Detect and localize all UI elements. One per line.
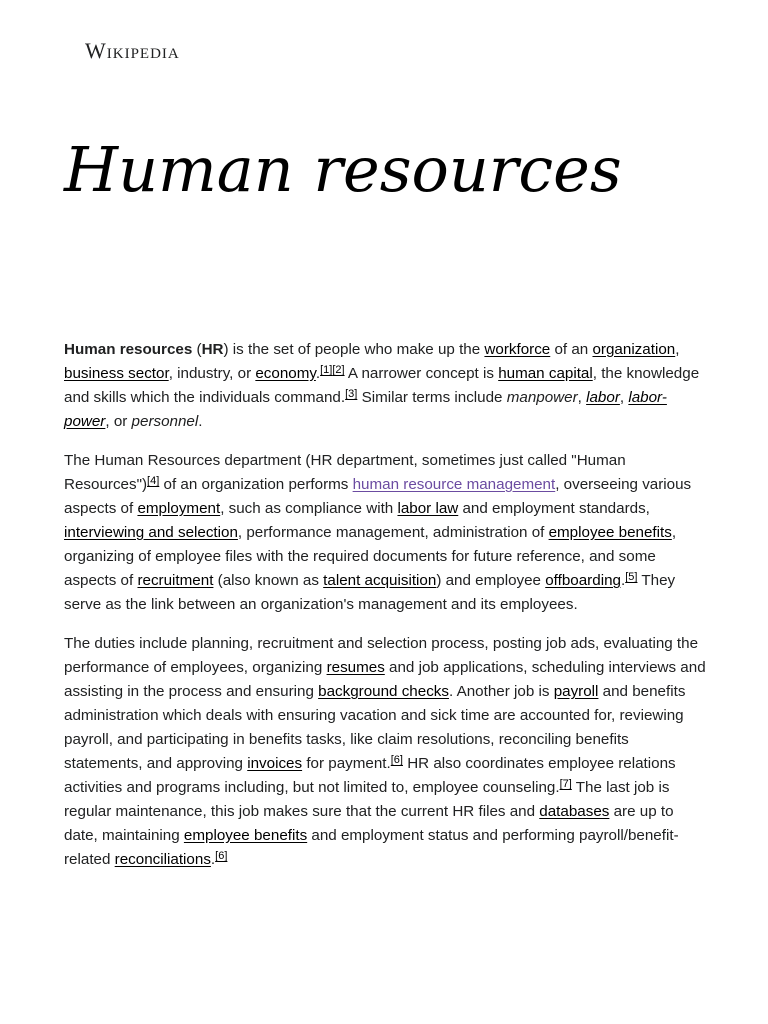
link-offboarding[interactable]: offboarding [545,572,621,589]
text: and job applications, scheduling interviews and assisting in the process and ensuring [64,659,706,700]
link-resumes[interactable]: resumes [326,659,385,676]
text: The Human Resources department (HR department, sometimes just called "Human Resources") [64,452,626,493]
paragraph-3 [64,632,706,872]
text: (also known as [213,572,324,589]
link-employee-benefits[interactable]: employee benefits [548,524,672,541]
text: The last job is regular maintenance, this job makes sure that the current HR files and [64,779,670,820]
ref-link-6b[interactable]: [6] [215,850,228,862]
bold-term: Human resources [64,341,193,358]
wikipedia-wordmark[interactable]: Wikipedia [85,38,180,63]
reference-4 [147,475,159,487]
link-human-resource-management[interactable]: human resource management [352,476,556,493]
italic-link-wrapper [586,389,620,406]
link-reconciliations[interactable]: reconciliations [114,851,211,868]
text: A narrower concept is [344,365,499,382]
link-databases[interactable]: databases [539,803,610,820]
link-interviewing-and-selection[interactable]: interviewing and selection [64,524,238,541]
link-economy[interactable]: economy [255,365,316,382]
text: , [619,389,629,406]
reference-1 [320,364,332,376]
text: and employment status and performing payroll/benefit-related [64,827,679,868]
reference-6b [215,850,227,862]
link-payroll[interactable]: payroll [553,683,599,700]
text: . [315,365,321,382]
text: . [620,572,626,589]
paragraph-1 [64,338,706,434]
link-labor-law[interactable]: labor law [397,500,459,517]
link-organization[interactable]: organization [592,341,676,358]
link-labor-power[interactable]: labor-power [64,389,667,430]
ref-link-5[interactable]: [5] [625,571,638,583]
ref-link-1[interactable]: [1] [320,364,333,376]
ref-link-2[interactable]: [2] [332,364,345,376]
text: are up to date, maintaining [64,803,674,844]
reference-6 [391,754,403,766]
reference-2 [332,364,344,376]
text: , such as compliance with [220,500,398,517]
text: , or [105,413,132,430]
text: , performance management, administration of [237,524,549,541]
text: . Another job is [448,683,554,700]
text: . [198,413,203,430]
page-title: Human resources [64,133,622,206]
text: HR also coordinates employee relations activities and programs including, but not limited to, employee counseling. [64,755,676,796]
italic-term: personnel [131,413,199,430]
link-business-sector[interactable]: business sector [64,365,169,382]
text: , [675,341,680,358]
ref-link-7[interactable]: [7] [559,778,572,790]
ref-link-3[interactable]: [3] [345,388,358,400]
text: for payment. [302,755,391,772]
text: and benefits administration which deals with ensuring vacation and sick time are accounted for, reviewing payroll, and participating in benefits tasks, like claim resolutions, reconciling benefits statements, and approving [64,683,686,772]
text: , organizing of employee files with the required documents for future reference, and some aspects of [64,524,677,589]
text: ) and employee [436,572,546,589]
link-employee-benefits-2[interactable]: employee benefits [183,827,308,844]
ref-link-4[interactable]: [4] [147,475,160,487]
text: . [210,851,216,868]
text: of an organization performs [159,476,353,493]
link-human-capital[interactable]: human capital [498,365,593,382]
link-invoices[interactable]: invoices [247,755,303,772]
text: They serve as the link between an organization's management and its employees. [64,572,676,613]
reference-3 [345,388,357,400]
text: ( [192,341,202,358]
text: The duties include planning, recruitment and selection process, posting job ads, evaluating the performance of employees, organizing [64,635,699,676]
link-employment[interactable]: employment [137,500,221,517]
bold-term: HR [201,341,224,358]
text: ) is the set of people who make up the [223,341,485,358]
link-labor[interactable]: labor [586,389,620,406]
text: and employment standards, [458,500,650,517]
paragraph-2 [64,449,706,617]
article-body [64,338,706,887]
link-background-checks[interactable]: background checks [318,683,449,700]
italic-term: manpower [506,389,578,406]
text: , overseeing various aspects of [64,476,692,517]
text: Similar terms include [357,389,507,406]
reference-7 [560,778,572,790]
reference-5 [625,571,637,583]
link-talent-acquisition[interactable]: talent acquisition [323,572,437,589]
ref-link-6[interactable]: [6] [390,754,403,766]
text: of an [550,341,593,358]
link-recruitment[interactable]: recruitment [137,572,214,589]
text: , the knowledge and skills which the individuals command. [64,365,700,406]
text: , [577,389,587,406]
link-workforce[interactable]: workforce [484,341,551,358]
text: , industry, or [168,365,256,382]
